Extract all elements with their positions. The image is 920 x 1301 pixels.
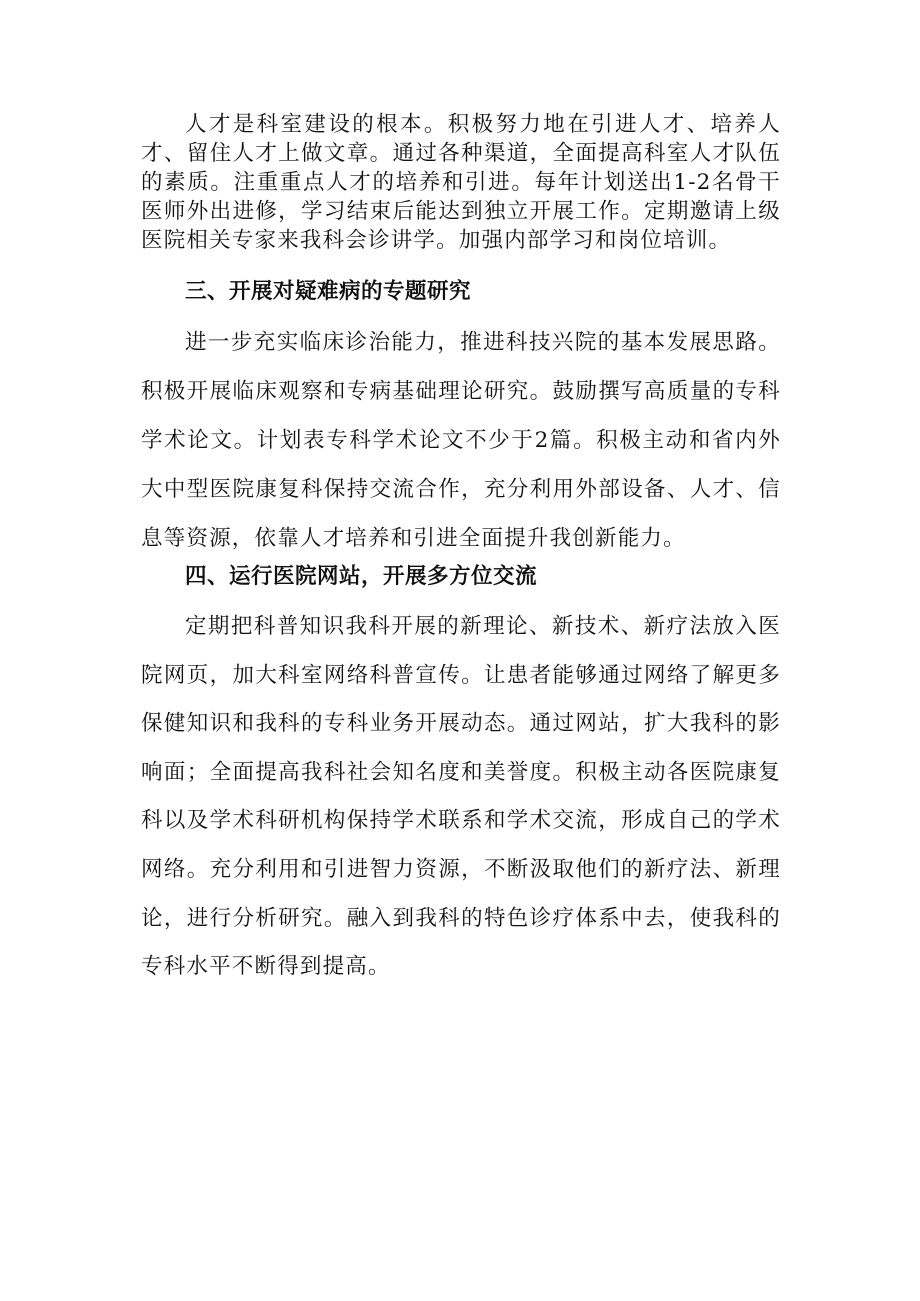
section-heading-website: 四、运行医院网站，开展多方位交流 bbox=[185, 564, 538, 589]
paragraph-website-exchange: 定期把科普知识我科开展的新理论、新技术、新疗法放入医院网页，加大科室网络科普宣传。让患者能够通过网络了解更多保健知识和我科的专科业务开展动态。通过网站，扩大我科的影响面；全面提高我科社会知名度和美誉度。积极主动各医院康复科以及学术科研机构保持学术联系和学术交流，形成自己的学术网络。充分利用和引进智力资源，不断汲取他们的新疗法、新理论，进行分析研究。融入到我科的特色诊疗体系中去，使我科的专科水平不断得到提高。 bbox=[141, 614, 781, 980]
section-heading-research: 三、开展对疑难病的专题研究 bbox=[185, 279, 472, 304]
paragraph-talent-development: 人才是科室建设的根本。积极努力地在引进人才、培养人才、留住人才上做文章。通过各种渠道，全面提高科室人才队伍的素质。注重重点人才的培养和引进。每年计划送出1-2名骨干医师外出进修，学习结束后能达到独立开展工作。定期邀请上级医院相关专家来我科会诊讲学。加强内部学习和岗位培训。 bbox=[141, 112, 781, 253]
paragraph-research: 进一步充实临床诊治能力，推进科技兴院的基本发展思路。积极开展临床观察和专病基础理论研究。鼓励撰写高质量的专科学术论文。计划表专科学术论文不少于2篇。积极主动和省内外大中型医院康复科保持交流合作，充分利用外部设备、人才、信息等资源，依靠人才培养和引进全面提升我创新能力。 bbox=[141, 330, 781, 551]
